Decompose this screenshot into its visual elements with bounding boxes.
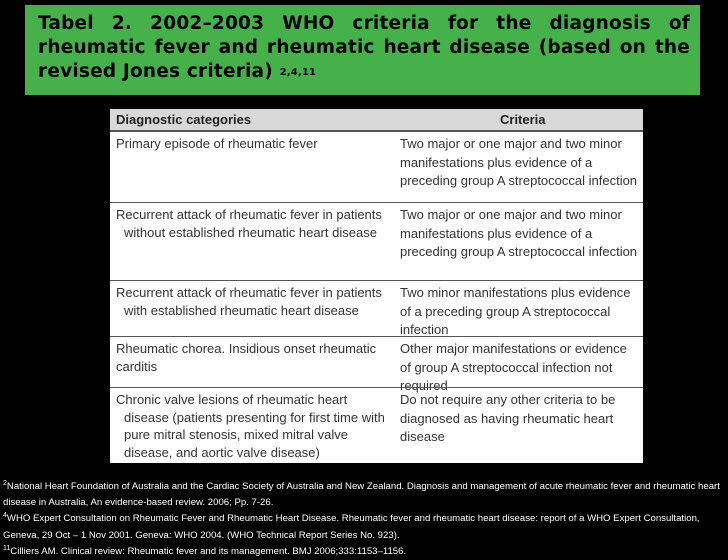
header-criteria: Criteria xyxy=(500,112,546,127)
footnote xyxy=(3,544,725,560)
criteria-table xyxy=(110,109,643,463)
slide-title-text: Tabel 2. 2002–2003 WHO criteria for the diagnosis of rheumatic fever and rheumatic heart disease (based on the revised Jones criteria) xyxy=(38,13,690,82)
footnote-mark: 4 xyxy=(3,512,7,520)
slide-title xyxy=(23,3,702,97)
footnote-text: WHO Expert Consultation on Rheumatic Fever and Rheumatic Heart Disease. Rheumatic fever and rheumatic heart disease: report of a WHO Expert Consultation, Geneva, 29 Oct – 1 Nov 2001. Geneva: WHO 2004. (WHO Technical Report Series No. 923). xyxy=(3,513,700,541)
table-row xyxy=(110,387,643,464)
row-category: Recurrent attack of rheumatic fever in patients without established rheumatic heart disease xyxy=(116,207,382,240)
footnote xyxy=(3,511,725,543)
row-criteria: Two major or one major and two minor manifestations plus evidence of a preceding group A streptococcal infection xyxy=(400,136,638,188)
row-criteria: Other major manifestations or evidence of group A streptococcal infection not required xyxy=(400,341,627,393)
row-criteria: Two major or one major and two minor manifestations plus evidence of a preceding group A streptococcal infection xyxy=(400,207,638,259)
footnote xyxy=(3,479,725,511)
row-criteria: Two minor manifestations plus evidence of a preceding group A streptococcal infection xyxy=(400,285,631,337)
table-row xyxy=(110,280,643,336)
footnote-text: Cilliers AM. Clinical review: Rheumatic fever and its management. BMJ 2006;333:1153–1156. xyxy=(10,545,407,557)
footnote-mark: 2 xyxy=(3,480,7,487)
footnotes xyxy=(3,479,725,560)
footnote-text: National Heart Foundation of Australia and the Cardiac Society of Australia and New Zealand. Diagnosis and management of acute rheumatic fever and rheumatic heart disease in Australia, An evidence-based review. 2006; Pp. 7-26. xyxy=(3,481,720,509)
row-criteria: Do not require any other criteria to be diagnosed as having rheumatic heart disease xyxy=(400,392,616,444)
table-row xyxy=(110,131,643,202)
table-header xyxy=(110,109,643,131)
table-row xyxy=(110,336,643,393)
row-category: Rheumatic chorea. Insidious onset rheumatic carditis xyxy=(116,341,377,374)
row-category: Chronic valve lesions of rheumatic heart disease (patients presenting for first time with pure mitral stenosis, mixed mitral valve disease, and aortic valve disease) xyxy=(116,392,385,460)
header-diagnostic-categories: Diagnostic categories xyxy=(116,112,252,127)
title-references: 2,4,11 xyxy=(279,67,317,78)
footnote-mark: 11 xyxy=(3,544,11,552)
row-category: Recurrent attack of rheumatic fever in patients with established rheumatic heart disease xyxy=(116,285,382,318)
row-category: Primary episode of rheumatic fever xyxy=(116,136,318,151)
table-row xyxy=(110,202,643,280)
